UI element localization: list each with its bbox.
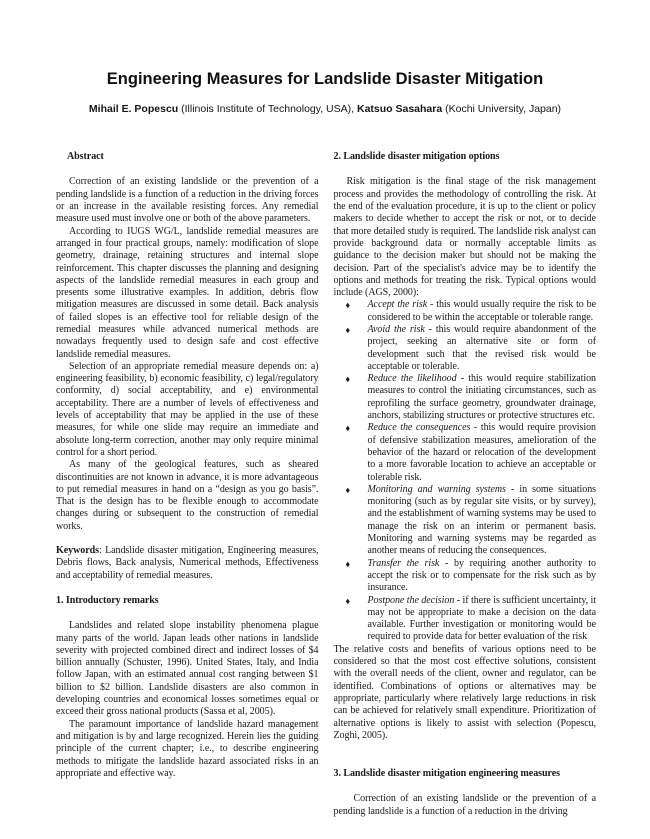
bullet-description: - this would require stabilization measures to control the initiating circumstances, such as reprofiling the surface geometry, groundwater drainage, anchors, stabilizing structures or protective structures etc. xyxy=(367,373,596,422)
section-2-intro: Risk mitigation is the final stage of the risk management process and provides the methodology of controlling the risk. At the end of the evaluation procedure, it is up to the client or policy makers to decide whether to accept the risk or not, or to decide that more detailed study is required. The landslide risk analyst can provide background data or normally acceptable limits as guidance to the decision maker but should not be making the decision. Part of the specialist's advice may be to identify the options and methods for treating the risk. Typical options would include (AGS, 2000): xyxy=(333,176,596,299)
bullet-text xyxy=(368,484,597,558)
keywords-block xyxy=(56,545,319,582)
section-2-closing: The relative costs and benefits of various options need to be considered so that the most cost effective solutions, consistent with the overall needs of the client, owner and regulator, can be identified. Combinations of options or alternatives may be appropriate, particularly where relatively large reductions in risk can be achieved for relatively small expenditure. Prioritization of alternative options is likely to assist with selection (Popescu, Zoghi, 2005). xyxy=(333,643,596,741)
bullet-item xyxy=(334,422,597,483)
abstract-paragraph: Selection of an appropriate remedial measure depends on: a) engineering feasibility, b) economic feasibility, c) legal/regulatory conformity, d) social acceptability, and e) environmental acceptability. There are a number of levels of effectiveness and levels of acceptability that may be applied in the use of these measures, for while one slide may require an immediate and absolute long-term correction, another may only require minimal control for a short period. xyxy=(56,360,319,458)
keywords-label: Keywords xyxy=(56,545,99,557)
bullet-description: - if there is sufficient uncertainty, it may not be appropriate to make a decision on the data available. Further investigation or monitoring would be required to provide data for better evaluation of the risk xyxy=(367,594,597,643)
bullet-item xyxy=(334,595,597,644)
keywords-text: : Landslide disaster mitigation, Engineering measures, Debris flows, Back analysis, Numerical methods, Effectiveness and acceptability of remedial measures. xyxy=(56,545,319,581)
bullet-text xyxy=(368,422,597,483)
bullet-lead-phrase: Reduce the consequences xyxy=(367,422,471,434)
bullet-text xyxy=(368,373,597,422)
left-column xyxy=(56,151,319,818)
bullet-item xyxy=(334,299,597,324)
bullet-description: - this would require provision of defensive stabilization measures, amelioration of the behavior of the hazard or relocation of the development to a more favorable location to achieve an acceptable or tolerable risk. xyxy=(367,422,596,483)
bullet-text xyxy=(368,324,597,373)
section-2-heading: 2. Landslide disaster mitigation options xyxy=(333,151,500,163)
bullet-item xyxy=(334,324,597,373)
bullet-lead-phrase: Accept the risk xyxy=(367,299,428,311)
author-line xyxy=(0,103,650,115)
bullet-item xyxy=(334,484,597,558)
bullet-lead-phrase: Avoid the risk xyxy=(367,324,425,335)
author-1-affiliation: (Illinois Institute of Technology, USA), xyxy=(178,103,357,116)
abstract-paragraph: As many of the geological features, such as sheared discontinuities are not known in advance, it is more advantageous to put remedial measures in hand on a “design as you go basis”. That is the design has to be flexible enough to accommodate changes during or subsequent to the construction of remedial works. xyxy=(56,459,319,532)
mitigation-options-list xyxy=(334,299,597,643)
bullet-description: - in some situations monitoring (such as by regular site visits, or by survey), and the establishment of warning systems may be used to manage the risk on an interim or permanent basis. Monitoring and warning systems may be regarded as another means of reducing the consequences. xyxy=(367,483,596,557)
bullet-description: - this would require abandonment of the project, seeking an alternative site or form of development such that the revised risk would be acceptable or tolerable. xyxy=(367,324,597,372)
abstract-paragraph: According to IUGS WG/L, landslide remedial measures are arranged in four practical groups, namely: modification of slope geometry, drainage, retaining structures and internal slope reinforcement. This chapter discusses the planning and designing aspects of the landslide remedial measures in each group and presents some illustrative examples. In addition, debris flow mitigation measures are discussed in some detail. Back analysis of failed slopes is an effective tool for reliable design of the remedial measures while advanced numerical methods are nowadays frequently used to design safe and cost effective landslide remedial measures. xyxy=(56,225,319,360)
bullet-text xyxy=(368,595,597,644)
bullet-item xyxy=(334,373,597,422)
paper-title: Engineering Measures for Landslide Disaster Mitigation xyxy=(106,70,544,88)
bullet-description: - by requiring another authority to accept the risk or to compensate for the risk such as by insurance. xyxy=(367,557,596,594)
diamond-bullet-icon: ♦ xyxy=(345,484,351,495)
author-1-name: Mihail E. Popescu xyxy=(88,103,179,116)
diamond-bullet-icon: ♦ xyxy=(345,300,351,311)
bullet-lead-phrase: Transfer the risk xyxy=(367,557,440,569)
section-1-paragraphs xyxy=(56,620,319,780)
diamond-bullet-icon: ♦ xyxy=(345,423,351,434)
section-3-heading: 3. Landslide disaster mitigation engineering measures xyxy=(333,768,560,780)
diamond-bullet-icon: ♦ xyxy=(345,325,351,335)
section-1-paragraph: Landslides and related slope instability phenomena plague many parts of the world. Japan leads other nations in landslide severity with projected combined direct and indirect losses of $4 billion annually (Schuster, 1996). United States, Italy, and India follow Japan, with an estimated annual cost ranging between $1 billion to $2 billion. Landslide disasters are also common in developing countries and economical losses sometimes equal or exceed their gross national products (Sassa et al, 2005). xyxy=(56,620,319,718)
section-1-paragraph: The paramount importance of landslide hazard management and mitigation is by and large recognized. Herein lies the guiding principle of the current chapter; i.e., to describe engineering methods to mitigate the landslide hazard associated risks in an appropriate and effective way. xyxy=(56,718,319,779)
diamond-bullet-icon: ♦ xyxy=(345,595,351,606)
diamond-bullet-icon: ♦ xyxy=(345,558,351,569)
bullet-text xyxy=(368,299,597,324)
bullet-item xyxy=(334,558,597,595)
bullet-text xyxy=(368,558,597,595)
author-2-name: Katsuo Sasahara xyxy=(356,103,443,116)
right-column xyxy=(334,151,597,818)
bullet-description: - this would usually require the risk to be considered to be within the acceptable or tolerable range. xyxy=(367,299,597,323)
abstract-paragraphs xyxy=(56,176,319,533)
two-column-body xyxy=(56,151,596,818)
bullet-lead-phrase: Monitoring and warning systems xyxy=(367,483,506,495)
abstract-heading: Abstract xyxy=(67,151,104,163)
abstract-paragraph: Correction of an existing landslide or the prevention of a pending landslide is a function of a reduction in the driving forces or an increase in the available resisting forces. Any remedial measure used must involve one or both of the above parameters. xyxy=(56,176,319,225)
bullet-lead-phrase: Reduce the likelihood xyxy=(367,373,457,385)
author-2-affiliation: (Kochi University, Japan) xyxy=(442,103,562,116)
diamond-bullet-icon: ♦ xyxy=(345,374,351,385)
bullet-lead-phrase: Postpone the decision xyxy=(367,594,455,606)
section-1-heading: 1. Introductory remarks xyxy=(56,594,159,606)
section-3-paragraph: Correction of an existing landslide or the prevention of a pending landslide is a function of a reduction in the driving xyxy=(333,793,596,817)
